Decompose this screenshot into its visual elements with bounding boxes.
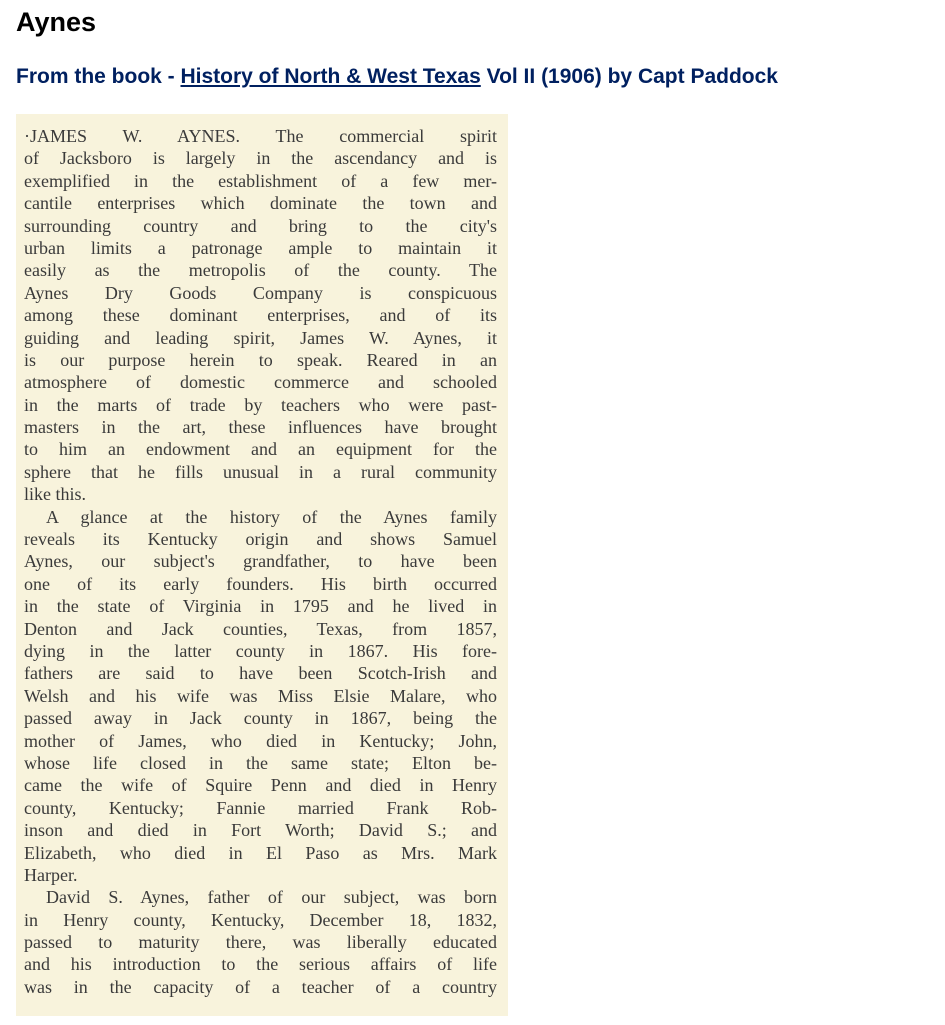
scan-text-line: was in the capacity of a teacher of a country	[24, 976, 497, 997]
scan-text-line: sphere that he fills unusual in a rural community	[24, 461, 497, 482]
scan-text-line: passed away in Jack county in 1867, being the	[24, 708, 497, 729]
scan-text-line: whose life closed in the same state; Elton be-	[24, 752, 497, 773]
source-prefix: From the book -	[16, 65, 181, 88]
scan-text-line: inson and died in Fort Worth; David S.; and	[24, 820, 497, 841]
scan-text-line: atmosphere of domestic commerce and schooled	[24, 372, 497, 393]
source-line	[16, 62, 778, 92]
scan-text-line: reveals its Kentucky origin and shows Samuel	[24, 529, 497, 550]
scan-text-line: Harper.	[24, 864, 78, 885]
scan-text-line: passed to maturity there, was liberally educated	[24, 932, 497, 953]
scan-text-line: Denton and Jack counties, Texas, from 1857,	[24, 618, 497, 639]
scan-text-line: like this.	[24, 484, 86, 505]
scan-text-line: among these dominant enterprises, and of its	[24, 305, 497, 326]
scan-text-line: and his introduction to the serious affairs of life	[24, 954, 497, 975]
scan-text-line: Aynes, our subject's grandfather, to have been	[24, 551, 497, 572]
scan-text-line: David S. Aynes, father of our subject, was born	[46, 887, 497, 908]
scan-text-line: exemplified in the establishment of a few mer-	[24, 170, 497, 191]
scan-text-line: urban limits a patronage ample to maintain it	[24, 237, 497, 258]
scan-text-line: Elizabeth, who died in El Paso as Mrs. Mark	[24, 842, 497, 863]
scan-text-line: easily as the metropolis of the county. The	[24, 260, 497, 281]
scan-text-line: Welsh and his wife was Miss Elsie Malare, who	[24, 685, 497, 706]
scan-text-line: masters in the art, these influences have brought	[24, 417, 497, 438]
page-title: Aynes	[16, 7, 97, 37]
scan-text-line: to him an endowment and an equipment for the	[24, 439, 497, 460]
source-suffix: Vol II (1906) by Capt Paddock	[480, 65, 778, 88]
scan-text-line: of Jacksboro is largely in the ascendancy and is	[24, 148, 497, 169]
scan-text-line: guiding and leading spirit, James W. Aynes, it	[24, 327, 497, 348]
scan-text-line: cantile enterprises which dominate the town and	[24, 193, 497, 214]
scan-text-line: in the marts of trade by teachers who were past-	[24, 394, 497, 415]
scan-text-line: surrounding country and bring to the city's	[24, 215, 497, 236]
book-title-link[interactable]: History of North & West Texas	[180, 65, 481, 88]
scan-text-line: is our purpose herein to speak. Reared in an	[24, 349, 497, 370]
scan-text-line: in the state of Virginia in 1795 and he lived in	[24, 596, 497, 617]
scanned-book-excerpt	[16, 114, 508, 1016]
scan-text-line: mother of James, who died in Kentucky; John,	[24, 730, 497, 751]
scan-text-line: one of its early founders. His birth occurred	[24, 573, 497, 594]
scan-text-line: in Henry county, Kentucky, December 18, 1832,	[24, 909, 497, 930]
scan-text-line: ·JAMES W. AYNES. The commercial spirit	[24, 126, 497, 146]
scan-text-line: fathers are said to have been Scotch-Irish and	[24, 663, 497, 684]
scan-text-line: came the wife of Squire Penn and died in Henry	[24, 775, 497, 796]
scan-text-line: Aynes Dry Goods Company is conspicuous	[24, 282, 497, 303]
scan-text-line: dying in the latter county in 1867. His fore-	[24, 640, 497, 661]
scan-text-line: county, Kentucky; Fannie married Frank Rob-	[24, 797, 497, 818]
scan-text-line: A glance at the history of the Aynes family	[46, 506, 497, 527]
